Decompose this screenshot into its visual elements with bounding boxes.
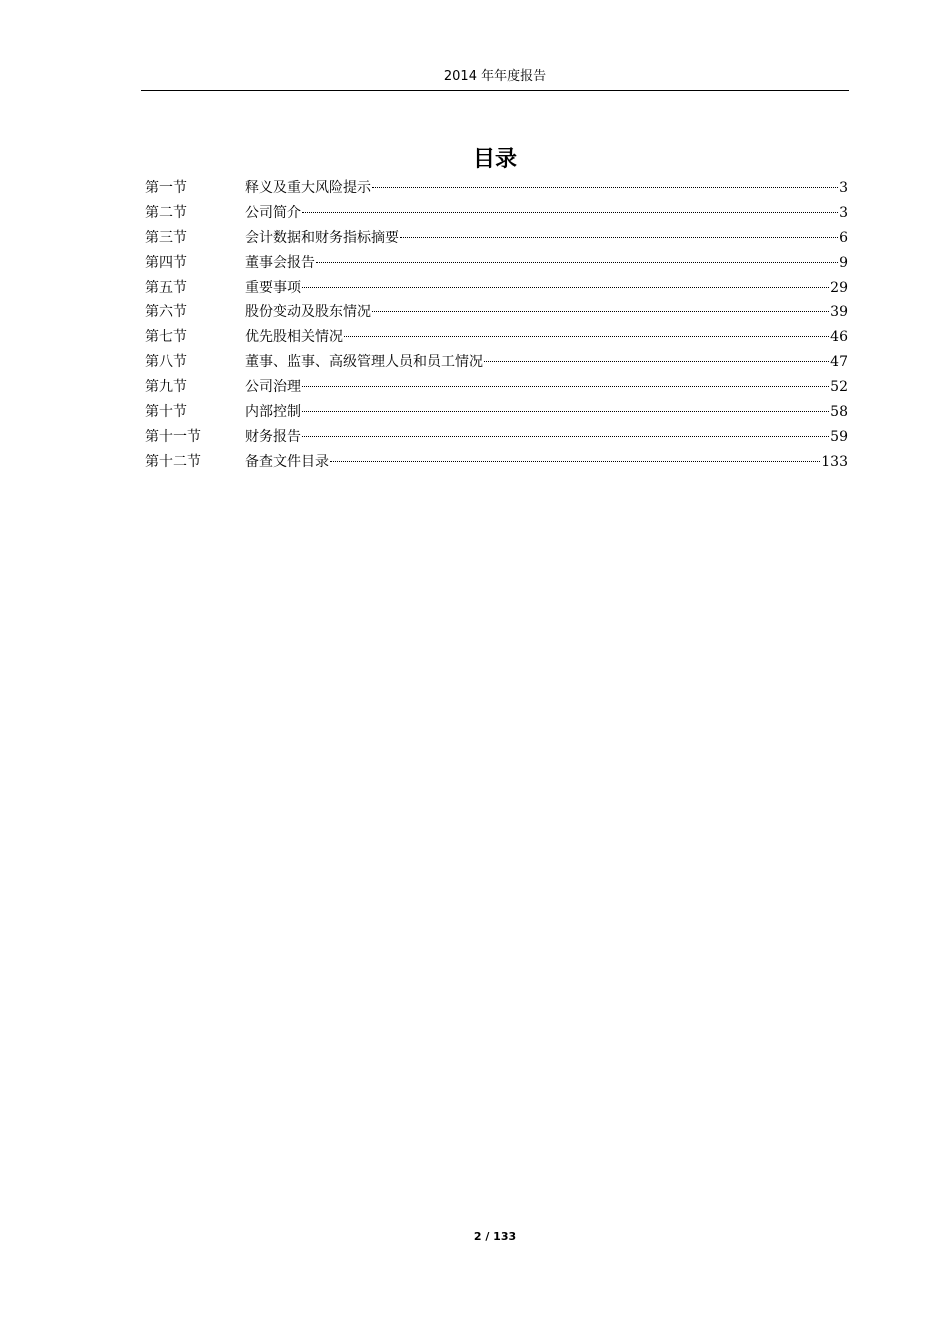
dot-leader — [302, 436, 829, 437]
dot-leader — [484, 361, 829, 362]
toc-entry-title: 股份变动及股东情况 — [245, 304, 371, 321]
toc-section-number: 第六节 — [145, 304, 187, 321]
dot-leader — [302, 212, 838, 213]
toc-entry-4[interactable] — [145, 251, 848, 276]
toc-section-number: 第五节 — [145, 279, 187, 296]
toc-section-number: 第三节 — [145, 229, 187, 246]
dot-leader — [330, 461, 820, 462]
toc-entry-7[interactable] — [145, 325, 848, 350]
toc-section-number: 第八节 — [145, 354, 187, 371]
toc-page-number: 9 — [839, 254, 848, 271]
toc-page-number: 59 — [830, 428, 848, 445]
dot-leader — [316, 262, 838, 263]
toc-list — [145, 176, 848, 475]
toc-entry-title: 董事、监事、高级管理人员和员工情况 — [245, 354, 483, 371]
toc-page-number: 58 — [830, 404, 848, 421]
toc-page-number: 47 — [830, 354, 848, 371]
toc-entry-8[interactable] — [145, 350, 848, 375]
toc-entry-title: 公司治理 — [245, 379, 301, 396]
dot-leader — [344, 336, 829, 337]
toc-entry-9[interactable] — [145, 375, 848, 400]
toc-page-number: 29 — [830, 279, 848, 296]
toc-section-number: 第十一节 — [145, 428, 201, 445]
dot-leader — [302, 287, 829, 288]
toc-entry-title: 释义及重大风险提示 — [245, 180, 371, 196]
report-title: 2014 年年度报告 — [443, 69, 547, 84]
toc-page-number: 3 — [839, 180, 848, 196]
page-number: 2 / 133 — [473, 1230, 517, 1243]
toc-entry-6[interactable] — [145, 300, 848, 325]
toc-section-number: 第十二节 — [145, 453, 201, 470]
toc-entry-title: 董事会报告 — [245, 254, 315, 271]
toc-entry-title: 内部控制 — [245, 404, 301, 421]
toc-entry-1[interactable] — [145, 176, 848, 201]
toc-entry-title: 重要事项 — [245, 279, 301, 296]
toc-title: 目录 — [472, 147, 517, 172]
dot-leader — [302, 411, 829, 412]
toc-page-number: 6 — [839, 229, 848, 246]
toc-entry-title: 会计数据和财务指标摘要 — [245, 229, 399, 246]
toc-entry-2[interactable] — [145, 201, 848, 226]
toc-section-number: 第七节 — [145, 329, 187, 346]
toc-entry-11[interactable] — [145, 425, 848, 450]
toc-page-number: 52 — [830, 379, 848, 396]
toc-entry-5[interactable] — [145, 276, 848, 301]
toc-page-number: 3 — [839, 204, 848, 221]
toc-entry-title: 备查文件目录 — [245, 453, 329, 470]
toc-entry-3[interactable] — [145, 226, 848, 251]
toc-entry-10[interactable] — [145, 400, 848, 425]
toc-entry-title: 优先股相关情况 — [245, 329, 343, 346]
page-header — [141, 68, 849, 91]
dot-leader — [372, 311, 829, 312]
toc-page-number: 39 — [830, 304, 848, 321]
toc-section-number: 第十节 — [145, 404, 187, 421]
toc-section-number: 第九节 — [145, 379, 187, 396]
dot-leader — [400, 237, 838, 238]
toc-entry-title: 财务报告 — [245, 428, 301, 445]
toc-entry-12[interactable] — [145, 450, 848, 475]
toc-entry-title: 公司简介 — [245, 204, 301, 221]
dot-leader — [302, 386, 829, 387]
toc-section-number: 第四节 — [145, 254, 187, 271]
toc-page-number: 46 — [830, 329, 848, 346]
dot-leader — [372, 187, 838, 188]
toc-page-number: 133 — [821, 453, 848, 470]
toc-section-number: 第一节 — [145, 180, 187, 196]
toc-section-number: 第二节 — [145, 204, 187, 221]
page-footer — [141, 1229, 849, 1245]
